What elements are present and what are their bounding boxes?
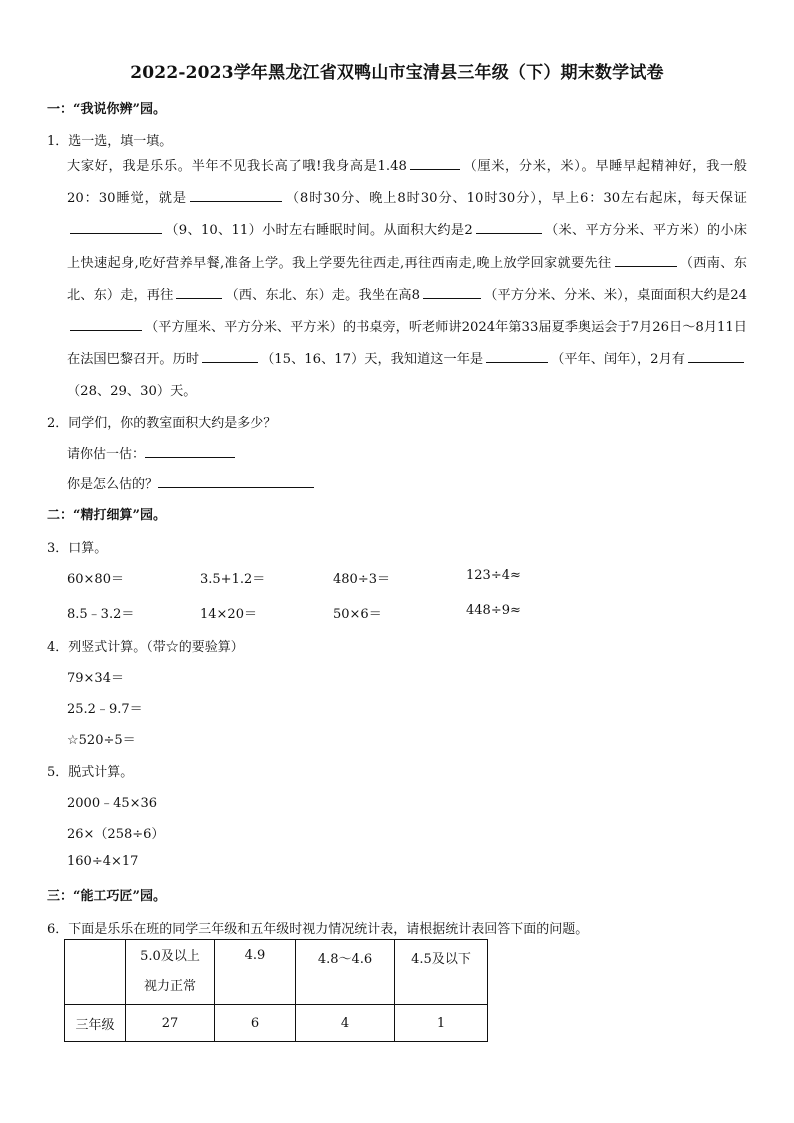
q1-text-10: （15、16、17）天，我知道这一年是 [261, 352, 484, 368]
q1-text-3: （8时30分、晚上8时30分、10时30分），早上6：30左右起床，每天保证 [284, 191, 747, 207]
q4-item: ☆520÷5＝ [67, 733, 136, 748]
q2-estimate-row [67, 443, 238, 462]
section-1-heading: 一：“我说你辨”园。 [47, 102, 166, 117]
q5-item: 26×（258÷6） [67, 827, 165, 842]
oral-item: 448÷9≈ [466, 603, 521, 618]
oral-item: 50×6＝ [333, 607, 382, 622]
q1-text-11: （平年、闰年），2月有 [551, 352, 685, 368]
q6-label: 6．下面是乐乐在班的同学三年级和五年级时视力情况统计表，请根据统计表回答下面的问题。 [47, 922, 589, 937]
q5-item: 160÷4×17 [67, 854, 139, 869]
blank-days[interactable] [202, 348, 258, 363]
table-row [65, 1005, 488, 1042]
q1-text-12: （28、29、30）天。 [67, 384, 197, 400]
q1-text-5: （米、平方分米、平方米）的小床上快速起身,吃好营养早餐,准备上学。我上学要先往西走,再往西南走,晚上放学回家就要先往 [67, 223, 747, 271]
q1-text-4: （9、10、11）小时左右睡眠时间。从面积大约是2 [165, 223, 473, 239]
q2-estimate-label: 请你估一估： [67, 447, 146, 462]
q1-text-9: （平方厘米、平方分米、平方米）的书桌旁，听老师讲2024年第33届夏季奥运会于7月26日～8月11日在法国巴黎召开。历时 [67, 320, 747, 368]
oral-item: 60×80＝ [67, 572, 124, 587]
section-3-heading: 三：“能工巧匠”园。 [47, 889, 166, 904]
q1-text-7: （西、东北、东）走。我坐在高8 [225, 287, 421, 303]
blank-height[interactable] [410, 155, 460, 170]
blank-desk-area[interactable] [70, 316, 142, 331]
table-header-row [65, 940, 488, 1005]
blank-bed-area[interactable] [476, 219, 542, 234]
table-cell: 4 [296, 1005, 395, 1042]
table-cell: 6 [215, 1005, 296, 1042]
blank-feb-days[interactable] [688, 348, 744, 363]
q2-label: 2．同学们，你的教室面积大约是多少？ [47, 416, 277, 431]
blank-direction-2[interactable] [176, 284, 222, 299]
section-2-heading: 二：“精打细算”园。 [47, 508, 166, 523]
vision-stats-table [64, 939, 488, 1042]
q1-text-1: 大家好，我是乐乐。半年不见我长高了哦!我身高是1.48 [67, 159, 407, 174]
q1-text-6: （西南、东北、东）走，再往 [67, 255, 747, 303]
table-cell: 27 [126, 1005, 215, 1042]
q5-item: 2000﹣45×36 [67, 796, 158, 811]
oral-item: 14×20＝ [200, 607, 257, 622]
q5-label: 5．脱式计算。 [47, 765, 134, 780]
page-title: 2022-2023学年黑龙江省双鸭山市宝清县三年级（下）期末数学试卷 [130, 63, 664, 83]
q4-label: 4．列竖式计算。（带☆的要验算） [47, 640, 244, 655]
q3-label: 3．口算。 [47, 541, 108, 556]
oral-item: 123÷4≈ [466, 568, 521, 583]
q4-item: 25.2﹣9.7＝ [67, 702, 143, 717]
q4-item: 79×34＝ [67, 671, 124, 686]
q1-label: 1．选一选，填一填。 [47, 134, 173, 149]
q1-paragraph [67, 151, 747, 409]
q2-how-row [67, 473, 317, 492]
blank-direction-1[interactable] [615, 252, 677, 267]
table-cell: 1 [395, 1005, 488, 1042]
table-row-label: 三年级 [65, 1005, 126, 1042]
table-header-cell: 4.9 [215, 940, 296, 1005]
table-header-cell: 4.5及以下 [395, 940, 488, 1005]
table-corner-cell [65, 940, 126, 1005]
blank-sleep-hours[interactable] [70, 219, 162, 234]
table-header-cell [126, 940, 215, 1005]
oral-item: 3.5+1.2＝ [200, 572, 266, 587]
q1-text-2: （厘米，分米，米）。早睡早起精神好，我一般20：30睡觉，就是 [67, 159, 747, 207]
blank-desk-height[interactable] [423, 284, 481, 299]
oral-item: 480÷3＝ [333, 572, 390, 587]
oral-item: 8.5﹣3.2＝ [67, 607, 135, 622]
table-header-cell: 4.8～4.6 [296, 940, 395, 1005]
header-normal-sub: 视力正常 [143, 979, 196, 994]
q1-text-8: （平方分米、分米、米），桌面面积大约是24 [484, 287, 748, 303]
q2-estimate-blank[interactable] [145, 443, 235, 458]
header-normal-range: 5.0及以上 [140, 949, 200, 964]
blank-year-type[interactable] [486, 348, 548, 363]
q2-how-label: 你是怎么估的？ [67, 477, 159, 492]
q2-how-blank[interactable] [158, 473, 314, 488]
blank-sleep-time[interactable] [190, 187, 282, 202]
